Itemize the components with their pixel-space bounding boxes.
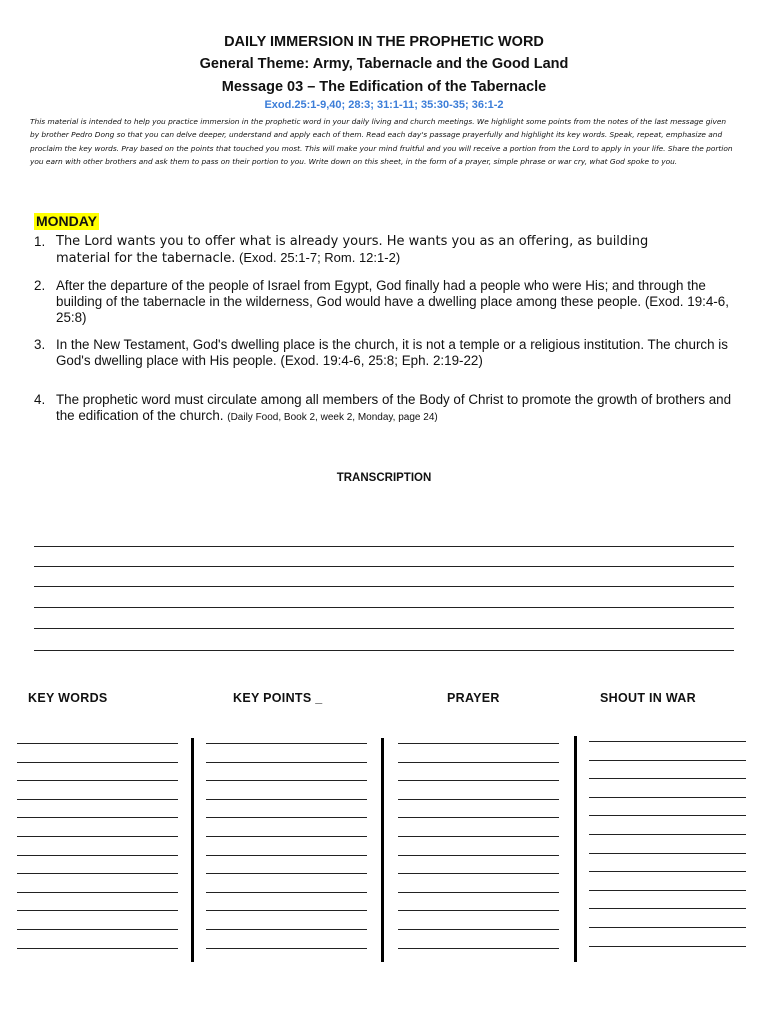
item-number: 1. [34,234,46,249]
item-text: After the departure of the people of Israel from Egypt, God finally had a people who were His; and through the building of the tabernacle in the wilderness, God would have a dwelling place among these people. (Exod. 19:4-6, 25:8) [56,278,729,325]
writing-line[interactable] [206,743,367,744]
general-theme: General Theme: Army, Tabernacle and the Good Land [199,56,569,72]
item-reference: (Daily Food, Book 2, week 2, Monday, page 24) [227,412,438,423]
transcription-line[interactable] [34,650,734,651]
writing-line[interactable] [206,799,367,800]
writing-line[interactable] [206,892,367,893]
writing-line[interactable] [589,760,746,761]
message-title: Message 03 – The Edification of the Tabernacle [221,79,547,95]
page-title: DAILY IMMERSION IN THE PROPHETIC WORD [224,34,544,50]
item-text: In the New Testament, God's dwelling place is the church, it is not a temple or a religious institution. The church is God's dwelling place with His people. (Exod. 19:4-6, 25:8; Eph. 2:19-22) [56,337,728,368]
shout-in-war-header: SHOUT IN WAR [600,691,696,705]
writing-line[interactable] [17,948,178,949]
transcription-line[interactable] [34,546,734,547]
writing-line[interactable] [589,890,746,891]
item-text: The prophetic word must circulate among all members of the Body of Christ to promote the growth of brothers and the edification of the church. [56,392,732,423]
list-item [34,337,734,369]
writing-line[interactable] [589,778,746,779]
writing-line[interactable] [206,836,367,837]
writing-line[interactable] [17,836,178,837]
list-item [34,392,734,426]
list-item [34,234,734,267]
list-item [34,278,734,326]
writing-line[interactable] [589,815,746,816]
prayer-header: PRAYER [447,691,500,705]
intro-paragraph: This material is intended to help you practice immersion in the prophetic word in your daily living and church meetings. We highlight some points from the notes of the last message given by brother Pedro Dong so that you can delve deeper, understand and apply each of them. Read each day's passage prayerfully and highlight its key words. Speak, repeat, emphasize and proclaim the key words. Pray based on the points that touched you most. This will make your mind fruitful and you will receive a portion from the Lord to apply in your life. Share the portion you earn with other brothers and ask them to pass on their portion to you. Write down on this sheet, in the form of a prayer, simple phrase or war cry, what God spoke to you. [30,117,733,167]
writing-line[interactable] [589,908,746,909]
item-reference: (Exod. 25:1-7; Rom. 12:1-2) [235,250,401,265]
transcription-label: TRANSCRIPTION [336,472,432,484]
day-label: MONDAY [36,213,97,229]
writing-line[interactable] [206,762,367,763]
writing-line[interactable] [206,948,367,949]
writing-line[interactable] [17,910,178,911]
writing-line[interactable] [17,780,178,781]
writing-line[interactable] [206,873,367,874]
writing-line[interactable] [17,892,178,893]
writing-line[interactable] [206,910,367,911]
item-text-line2: material for the tabernacle. [56,251,236,266]
key-points-header: KEY POINTS _ [233,691,323,705]
writing-line[interactable] [398,910,559,911]
transcription-line[interactable] [34,566,734,567]
transcription-line[interactable] [34,607,734,608]
writing-line[interactable] [589,927,746,928]
writing-line[interactable] [17,855,178,856]
writing-line[interactable] [17,873,178,874]
writing-line[interactable] [589,741,746,742]
writing-line[interactable] [398,929,559,930]
writing-line[interactable] [398,799,559,800]
writing-line[interactable] [398,780,559,781]
writing-line[interactable] [206,929,367,930]
writing-line[interactable] [206,817,367,818]
writing-line[interactable] [398,873,559,874]
writing-line[interactable] [398,743,559,744]
column-divider [381,738,384,962]
writing-line[interactable] [17,762,178,763]
writing-line[interactable] [398,762,559,763]
column-divider [191,738,194,962]
writing-line[interactable] [589,871,746,872]
writing-line[interactable] [17,929,178,930]
column-divider [574,736,577,962]
writing-line[interactable] [589,797,746,798]
item-number: 3. [34,337,46,352]
writing-line[interactable] [17,799,178,800]
item-number: 2. [34,278,46,293]
key-words-header: KEY WORDS [28,691,108,705]
item-text: The Lord wants you to offer what is already yours. He wants you as an offering, as building [56,234,649,249]
writing-line[interactable] [398,836,559,837]
scripture-references: Exod.25:1-9,40; 28:3; 31:1-11; 35:30-35; 36:1-2 [264,99,504,111]
writing-line[interactable] [17,817,178,818]
writing-line[interactable] [206,780,367,781]
transcription-line[interactable] [34,628,734,629]
writing-line[interactable] [398,892,559,893]
writing-line[interactable] [398,855,559,856]
writing-line[interactable] [398,948,559,949]
item-number: 4. [34,392,46,407]
writing-line[interactable] [17,743,178,744]
writing-line[interactable] [589,853,746,854]
writing-line[interactable] [589,946,746,947]
writing-line[interactable] [589,834,746,835]
writing-line[interactable] [206,855,367,856]
transcription-line[interactable] [34,586,734,587]
writing-line[interactable] [398,817,559,818]
